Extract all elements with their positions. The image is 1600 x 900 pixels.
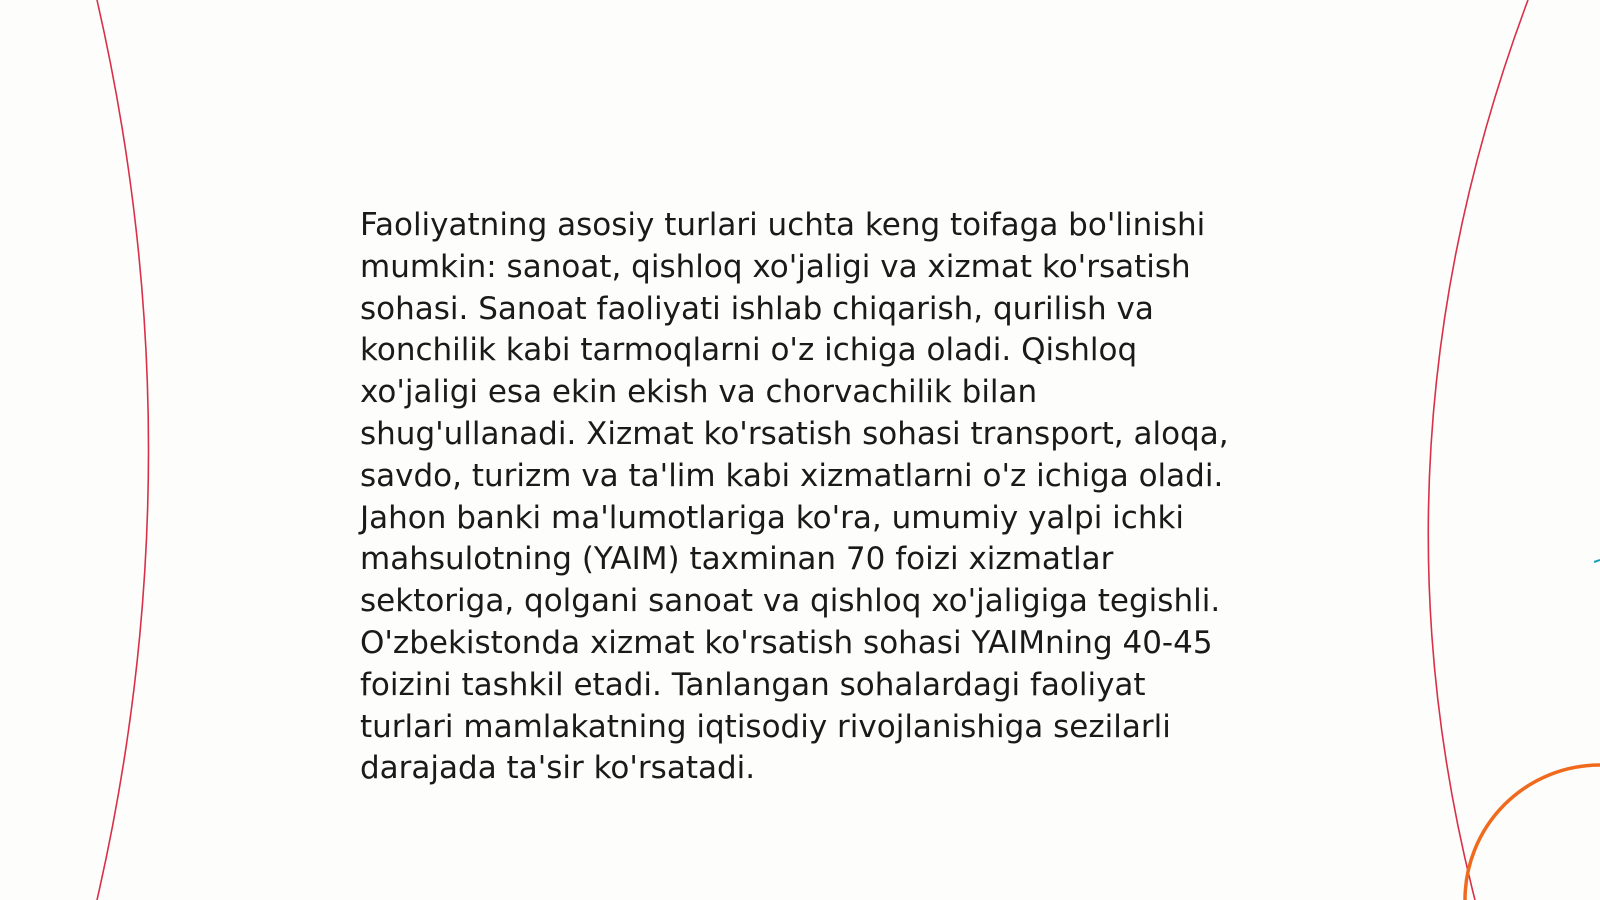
orange-circle-arc <box>1465 765 1600 900</box>
teal-mark <box>1594 560 1600 562</box>
left-curve-line <box>97 0 149 900</box>
body-paragraph: Faoliyatning asosiy turlari uchta keng toifaga bo'linishi mumkin: sanoat, qishloq xo'jaligi va xizmat ko'rsatish sohasi. Sanoat faoliyati ishlab chiqarish, qurilish va konchilik kabi tarmoqlarni o'z ichiga oladi. Qishloq xo'jaligi esa ekin ekish va chorvachilik bilan shug'ullanadi. Xizmat ko'rsatish sohasi transport, aloqa, savdo, turizm va ta'lim kabi xizmatlarni o'z ichiga oladi. Jahon banki ma'lumotlariga ko'ra, umumiy yalpi ichki mahsulotning (YAIM) taxminan 70 foizi xizmatlar sektoriga, qolgani sanoat va qishloq xo'jaligiga tegishli. O'zbekistonda xizmat ko'rsatish sohasi YAIMning 40-45 foizini tashkil etadi. Tanlangan sohalardagi faoliyat turlari mamlakatning iqtisodiy rivojlanishiga sezilarli darajada ta'sir ko'rsatadi. <box>360 207 1229 787</box>
right-curve-line <box>1428 0 1528 900</box>
